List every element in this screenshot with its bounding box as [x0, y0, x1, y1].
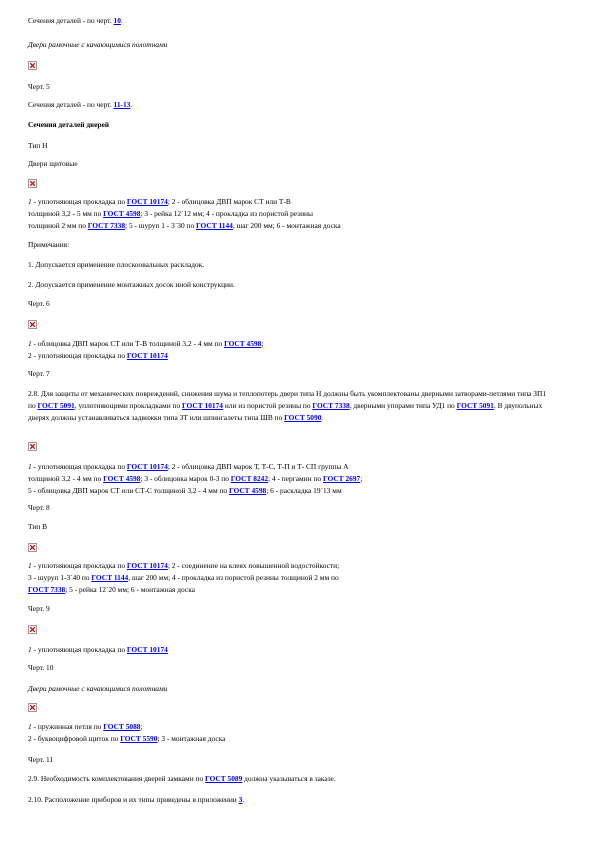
drawing-caption-7: Черт. 7 — [28, 369, 50, 378]
drawing-legend-1: 1 - уплотняющая прокладка по ГОСТ 10174; 2 - облицовка ДВП марок СТ или Т-В толщиной 3,2 - 5 мм по ГОСТ 4598; 3 - рейка 12´12 мм; 4 - прокладка из пористой резины толщиной 2 мм по ГОСТ 7338; 5 - шуруп 1 - 3´30 по ГОСТ 1144, шаг 200 мм; 6 - монтажная доска — [28, 197, 341, 230]
broken-image-icon — [28, 320, 37, 329]
broken-image-icon — [28, 61, 37, 70]
subheading-swing-doors-2: Двери рамочные с качающимися полотнами — [28, 684, 168, 693]
gost-link[interactable]: ГОСТ 4598 — [103, 474, 141, 483]
type-label-n: Тип Н — [28, 141, 48, 150]
drawing-caption-8: Черт. 8 — [28, 503, 50, 512]
gost-link[interactable]: ГОСТ 7338 — [87, 221, 126, 230]
gost-link[interactable]: ГОСТ 5590 — [120, 734, 158, 743]
drawing-caption-5: Черт. 5 — [28, 82, 50, 91]
gost-link[interactable]: ГОСТ 5091 — [456, 401, 494, 410]
broken-image-icon — [28, 543, 37, 552]
gost-link[interactable]: ГОСТ 7338 — [312, 401, 350, 410]
broken-image-icon — [28, 625, 37, 634]
broken-image-icon — [28, 442, 37, 451]
gost-link[interactable]: ГОСТ 4598 — [228, 486, 267, 495]
gost-link[interactable]: ГОСТ 4598 — [103, 209, 141, 218]
gost-link[interactable]: ГОСТ 7338 — [28, 585, 66, 594]
gost-link[interactable]: ГОСТ 10174 — [126, 462, 168, 471]
broken-image-icon — [28, 703, 37, 712]
sections-ref-line: Сечения деталей - по черт. 10. — [28, 16, 123, 25]
gost-link[interactable]: ГОСТ 10174 — [126, 351, 168, 360]
type-label-v: Тип В — [28, 522, 48, 531]
section-heading: Сечения деталей дверей — [28, 120, 110, 129]
gost-link[interactable]: ГОСТ 10174 — [182, 401, 223, 410]
paragraph-2-9: 2.9. Необходимость комплектования дверей замками по ГОСТ 5089 должна указываться в заказе. — [28, 774, 336, 783]
drawing-caption-11: Черт. 11 — [28, 755, 54, 764]
drawing-legend-2: 1 - облицовка ДВП марок СТ или Т-В толщиной 3,2 - 4 мм по ГОСТ 4598; 2 - уплотняющая прокладка по ГОСТ 10174 — [28, 339, 264, 360]
subheading-swing-doors: Двери рамочные с качающимися полотнами — [28, 40, 168, 49]
subheading-flush-doors: Двери щитовые — [28, 159, 78, 168]
gost-link[interactable]: ГОСТ 8242 — [230, 474, 269, 483]
drawing-caption-9: Черт. 9 — [28, 604, 50, 613]
sections-ref-line-2: Сечения деталей - по черт. 11-13. — [28, 100, 133, 109]
gost-link[interactable]: ГОСТ 10174 — [126, 645, 168, 654]
drawing-legend-5: 1 - уплотняющая прокладка по ГОСТ 10174 — [28, 645, 168, 654]
gost-link[interactable]: ГОСТ 5088 — [103, 722, 141, 731]
drawing-legend-4: 1 - уплотняющая прокладка по ГОСТ 10174; 2 - соединение на клеях повышенной водостойкости; 3 - шуруп 1-3´40 по ГОСТ 1144, шаг 200 мм; 4 - прокладка из пористой резины толщиной 2 мм по ГОСТ 7338; 5 - рейка 12´20 мм; 6 - монтажная доска — [28, 561, 340, 594]
gost-link[interactable]: ГОСТ 1144 — [91, 573, 129, 582]
drawing-legend-3: 1 - уплотняющая прокладка по ГОСТ 10174; 2 - облицовка ДВП марок Т, Т-С, Т-П и Т- СП группы А толщиной 3,2 - 4 мм по ГОСТ 4598; 3 - облицовка марок 0-3 по ГОСТ 8242; 4 - пергамин по ГОСТ 2697; 5 - облицовка ДВП марок СТ или СТ-С толщиной 3,2 - 4 мм по ГОСТ 4598; 6 - раскладка 19´13 мм — [28, 462, 363, 495]
drawing-caption-10: Черт. 10 — [28, 663, 54, 672]
gost-link[interactable]: ГОСТ 5090 — [284, 413, 322, 422]
note-item-1: 1. Допускается применение плоскоовальных раскладок. — [28, 260, 205, 269]
gost-link[interactable]: ГОСТ 5089 — [205, 774, 243, 783]
drawing-10-link[interactable]: 10 — [113, 16, 121, 25]
appendix-3-link[interactable]: 3 — [238, 795, 243, 804]
gost-link[interactable]: ГОСТ 2697 — [322, 474, 361, 483]
drawing-caption-6: Черт. 6 — [28, 299, 50, 308]
note-item-2: 2. Допускается применение монтажных досок иной конструкции. — [28, 280, 235, 289]
paragraph-2-10: 2.10. Расположение приборов и их типы приведены в приложении 3. — [28, 795, 245, 804]
paragraph-2-8: 2.8. Для защиты от механических повреждений, снижения шума и теплопотерь двери типа Н должны быть укомплектованы дверными затворами-петлями типа ЗП1 по ГОСТ 5091, уплотняющими прокладками по ГОСТ 10174 или из пористой резины по ГОСТ 7338, дверными упорами типа УД1 по ГОСТ 5091. В двупольных дверях должны устанавливаться задвижки типа ЗТ или шпингалеты типа ШВ по ГОСТ 5090. — [28, 389, 547, 422]
gost-link[interactable]: ГОСТ 1144 — [196, 221, 233, 230]
drawing-legend-6: 1 - пружинная петля по ГОСТ 5088; 2 - буквоцифровой щиток по ГОСТ 5590; 3 - монтажная доска — [28, 722, 226, 743]
gost-link[interactable]: ГОСТ 5091 — [37, 401, 75, 410]
notes-title: Примечания: — [28, 240, 70, 249]
drawing-11-13-link[interactable]: 11-13 — [113, 100, 131, 109]
broken-image-icon — [28, 179, 37, 188]
gost-link[interactable]: ГОСТ 10174 — [126, 197, 168, 206]
gost-link[interactable]: ГОСТ 10174 — [126, 561, 168, 570]
gost-link[interactable]: ГОСТ 4598 — [224, 339, 262, 348]
